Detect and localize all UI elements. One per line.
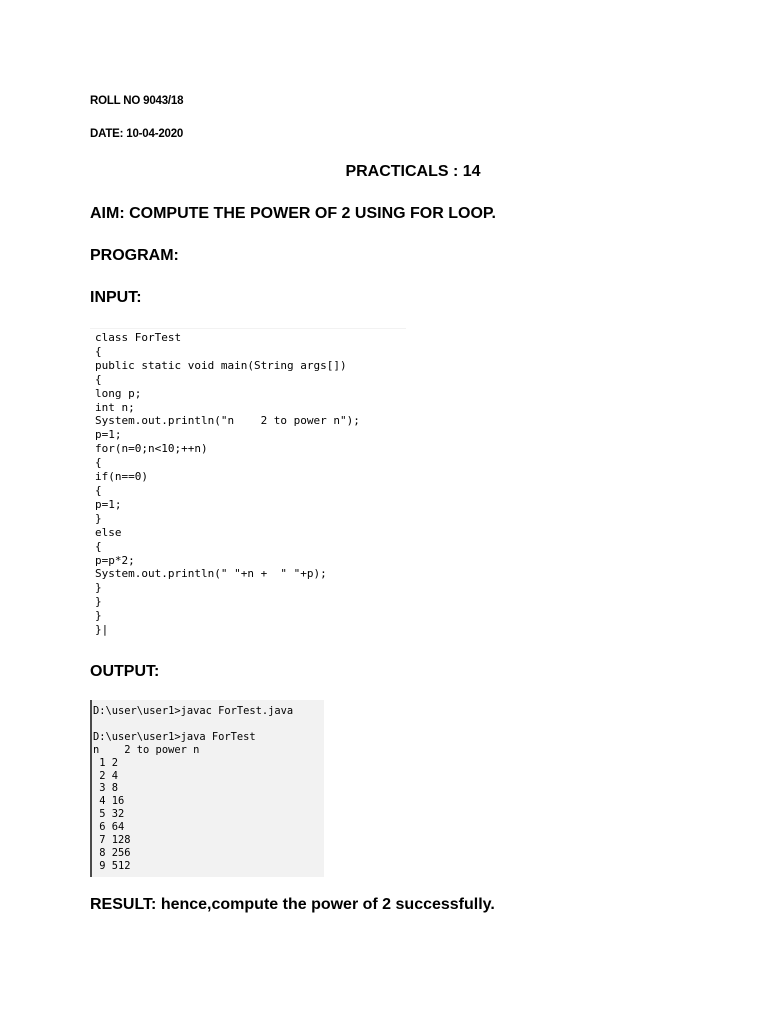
code-line: System.out.println("n 2 to power n"); [95, 414, 360, 428]
code-line: int n; [95, 400, 135, 414]
output-label: OUTPUT: [90, 663, 160, 680]
code-line: p=p*2; [95, 553, 135, 567]
roll-number: ROLL NO 9043/18 [90, 95, 184, 107]
program-label: PROGRAM: [90, 247, 179, 264]
console-line: 1 2 [93, 756, 119, 769]
console-line: 5 32 [93, 808, 125, 821]
console-line: n 2 to power n [93, 743, 200, 756]
source-code [90, 329, 406, 637]
code-line: } [95, 595, 102, 609]
page-title: PRACTICALS : 14 [345, 163, 481, 180]
console-line: D:\user\user1>java ForTest [93, 730, 256, 743]
code-line: public static void main(String args[]) [95, 358, 347, 372]
aim-line: AIM: COMPUTE THE POWER OF 2 USING FOR LOOP. [90, 205, 496, 222]
code-line: for(n=0;n<10;++n) [95, 442, 208, 456]
console-line: 7 128 [93, 834, 131, 847]
code-line: { [95, 344, 102, 358]
console-line: 4 16 [93, 795, 125, 808]
code-line: }| [95, 623, 109, 637]
console-line: 6 64 [93, 821, 125, 834]
code-line: { [95, 372, 102, 386]
console-line: D:\user\user1>javac ForTest.java [93, 705, 294, 717]
console-line: 2 4 [93, 769, 119, 782]
code-line: class ForTest [95, 331, 182, 344]
code-line: } [95, 581, 102, 595]
console-line: 3 8 [93, 782, 119, 795]
input-label: INPUT: [90, 289, 142, 306]
console-output [92, 700, 324, 873]
console-line: 9 512 [93, 859, 131, 872]
code-screenshot [90, 328, 406, 639]
date-line: DATE: 10-04-2020 [90, 128, 184, 140]
code-line: long p; [95, 386, 142, 400]
code-line: else [95, 525, 122, 539]
code-line: System.out.println(" "+n + " "+p); [95, 567, 327, 581]
code-line: p=1; [95, 428, 122, 442]
code-line: } [95, 511, 102, 525]
code-line: { [95, 483, 102, 497]
code-line: { [95, 539, 102, 553]
result-line: RESULT: hence,compute the power of 2 successfully. [90, 896, 495, 913]
code-line: } [95, 609, 102, 623]
code-line: if(n==0) [95, 470, 148, 484]
code-line: p=1; [95, 497, 122, 511]
console-line [93, 718, 324, 731]
code-line: { [95, 456, 102, 470]
console-screenshot [90, 700, 324, 877]
console-line: 8 256 [93, 846, 131, 859]
